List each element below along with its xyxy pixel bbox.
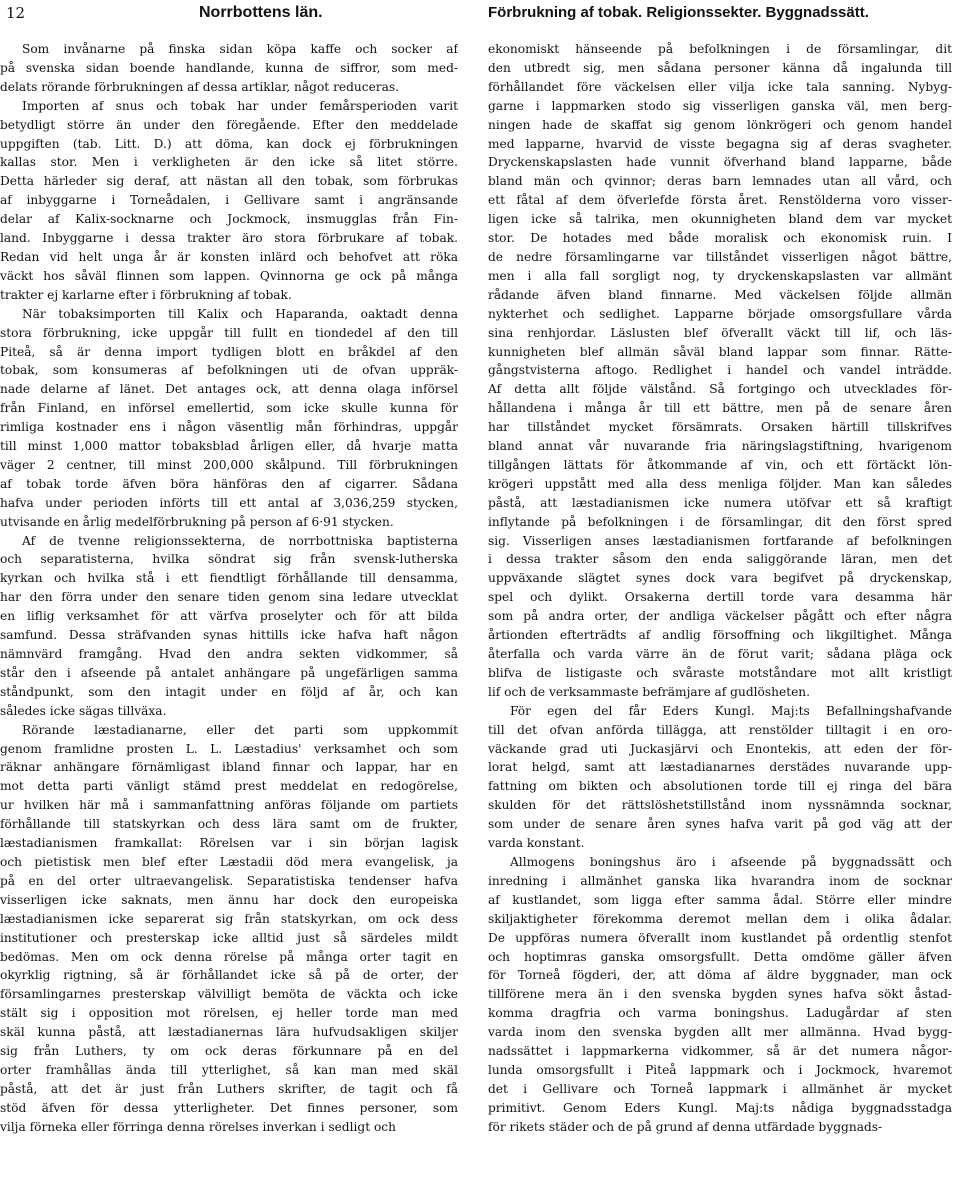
text-line: stält sig i opposition mot rörelsen, ej heller torde man med [0,1006,458,1021]
text-line: i dessa trakter såsom den enda saliggörande läran, men det [488,552,952,567]
text-line: De uppföras numera öfverallt inom kustlandet på ordentlig stenfot [488,930,952,945]
text-line: Af detta allt följde välstånd. Så fortgingo och utvecklades för- [488,382,952,397]
text-line: således icke sägas tillväxa. [0,703,167,718]
text-line: en liflig verksamhet för att värfva proselyter och för att bilda [0,609,458,624]
text-line: och separatisterna, hvilka söndrat sig från svensk-lutherska [0,552,458,567]
text-line: nadssättet i lappmarkerna vidkommer, så är det numera någor- [488,1044,952,1059]
text-line: stor. De hotades med både moralisk och ekonomisk ruin. I [488,231,952,246]
text-line: förhållandet före väckelsen eller vilja icke tala sanning. Nybyg- [488,79,952,94]
text-line: kunnigheten blef allmän såväl bland lappar som finnar. Rätte- [488,344,952,359]
text-line: læstadianismen icke separerat sig från statskyrkan, om ock dess [0,911,458,926]
text-line: visserligen icke saknats, men ännu har dock den europeiska [0,892,458,907]
text-line: till det ofvan anförda tillägga, att renstölder tilltagit i en oro- [488,722,952,737]
text-line: krögeri uppstått med alla dess menliga följder. Man kan således [488,476,952,491]
text-line: Piteå, så är denna import tydligen blott en bråkdel af den [0,344,458,359]
text-line: När tobaksimporten till Kalix och Haparanda, oaktadt denna [22,306,458,321]
text-line: Importen af snus och tobak har under femårsperioden varit [22,98,458,113]
text-line: uppväxande slägtet synes dock vara begifvet på dryckenskap, [488,571,952,586]
text-line: och hoptimras ganska omsorgsfullt. Detta omdöme gäller äfven [488,949,952,964]
text-line: utvisande en årlig medelförbrukning på person af 6·91 stycken. [0,514,394,529]
text-line: mot detta parti vänligt stämd prest meddelat en redogörelse, [0,779,458,794]
text-line: delar af Kalix-socknarne och Jockmock, insmugglas från Fin- [0,212,458,227]
text-line: för Torneå fögderi, der, att döma af äldre byggnader, man ock [488,968,952,983]
text-line: fattning om bikten och absolutionen torde till ej ringa del bära [488,779,952,794]
page-title: Norrbottens län. [199,4,323,21]
text-line: læstadianismen framkallat: Rörelsen var i sin början lagisk [0,836,458,851]
text-line: väckt hos såväl flinnen som lappen. Qvinnorna ge ock på många [0,268,458,283]
text-line: ekonomiskt hänseende på befolkningen i de församlingar, dit [488,42,952,56]
text-line: rimliga kostnader ens i någon väsentlig mån förhindras, uppgår [0,420,458,435]
text-line: nykterhet och sedlighet. Lapparne började omsorgsfullare vårda [488,306,952,321]
text-line: gångstvisterna aftogo. Redlighet i handel och vandel inträdde. [488,363,952,378]
text-line: inredning i allmänhet ganska lika hvarandra inom de socknar [488,873,952,888]
text-line: ett fåtal af dem öfverlefde första året. Renstölderna voro visser- [488,193,952,208]
text-line: stora förbrukning, icke uppgår till fullt en tiondedel af den till [0,325,458,340]
text-line: inflytande på befolkningen i de församlingar, dit den först spred [488,514,952,529]
text-line: stöd äfven för dessa ytterligheter. Det finnes personer, som [0,1100,458,1115]
text-line: kallas stor. Men i verkligheten är den icke så litet större. [0,155,458,170]
text-line: som på andra orter, der andliga väckelser pågått och efter några [488,609,952,624]
text-line: lif och de verksammaste befrämjare af gudlösheten. [488,684,811,699]
text-line: trakter ej karlarne efter i förbrukning af tobak. [0,287,292,302]
text-line: okyrklig rigtning, så är förhållandet icke så på de orter, der [0,968,458,983]
text-line: delats rörande förbrukningen af dessa artiklar, något reduceras. [0,79,400,94]
text-line: bland män och qvinnor; deras barn lemnades utan all vård, och [488,174,952,189]
text-line: betydligt större än under den föregående. Efter den meddelade [0,117,458,132]
text-line: För egen del får Eders Kungl. Maj:ts Befallningshafvande [510,703,952,718]
text-line: genom framlidne prosten L. L. Læstadius' verksamhet och som [0,741,458,756]
text-line: nade delarne af länet. Det antages ock, att denna olaga införsel [0,382,458,397]
text-line: lunda omsorgsfullt i Piteå lappmark och i Jockmock, hvaremot [488,1062,952,1077]
text-line: har tillståndet mycket försämrats. Orsaken härtill tillskrifves [488,420,952,435]
text-line: den utbredt sig, men sådana personer känna då ingalunda till [488,60,952,75]
text-line: primitivt. Genom Eders Kungl. Maj:ts nådiga byggnadsstadga [488,1100,952,1115]
text-line: har den förra under den senare tiden genom sina ledare utvecklat [0,590,458,605]
text-line: Allmogens boningshus äro i afseende på byggnadssätt och [510,854,952,869]
text-line: kyrkan och hvilka stå i ett fiendtligt förhållande till densamma, [0,571,458,586]
text-line: tillgången lättats för åtkommande af vin, och ett förtäckt lön- [488,457,952,472]
text-line: till minst 1,000 mattor tobaksblad årligen eller, då hvarje matta [0,439,458,454]
text-line: men i alla fall sorgligt nog, ty dryckenskapslasten var allmänt [488,268,952,283]
text-line: väger 2 centner, till minst 200,000 skålpund. Till förbrukningen [0,457,458,472]
text-line: hafva under perioden införts till ett antal af 3,036,259 stycken, [0,495,458,510]
text-line: uppgiften (tab. Litt. D.) att döma, kan dock ej förbrukningen [0,136,458,151]
text-line: samfund. Dessa sträfvanden synas hittills icke hafva haft någon [0,628,458,643]
text-line: Dryckenskapslasten hade vunnit öfverhand bland lapparne, både [488,155,952,170]
text-line: årtionden efterträdts af andlig försoffning och likgiltighet. Många [488,628,952,643]
text-line: med lapparne, hvarvid de visste begagna sig af deras svagheter. [488,136,952,151]
text-line: komma dragfria och varma boningshus. Ladugårdar af sten [488,1006,952,1021]
text-line: som under de senare åren synes hafva varit på god väg att der [488,817,952,832]
text-line: af inbyggarne i Torneådalen, i Gellivare samt i angränsande [0,193,458,208]
text-line: skulden för det rättslöshetstillstånd inom nyssnämnda socknar, [488,798,952,813]
text-line: ligen icke så talrika, men okunnigheten bland dem var mycket [488,212,952,227]
text-line: på en del orter ultraevangelisk. Separatistiska tendenser hafva [0,873,458,888]
text-line: ningen hade de skaffat sig genom lönkrögeri och genom handel [488,117,952,132]
text-line: rådande äfven bland finnarne. Med väckelsen följde allmän [488,287,952,302]
text-line: Redan vid helt unga år är konsten inlärd och behofvet att röka [0,249,458,264]
text-line: hållandena i många år till ett bättre, men på de senare åren [488,401,952,416]
text-line: och pietistisk men blef efter Læstadii död mera evangelisk, ja [0,854,458,869]
text-line: institutioner och presterskap icke alltid just så särdeles mildt [0,930,458,945]
text-line: skäl kunna påstå, att læstadianernas lära hufvudsakligen skiljer [0,1025,458,1040]
text-line: lorat helgd, samt att læstadianarnes derstädes nuvarande upp- [488,760,952,775]
text-line: af kustlandet, som ligga efter samma ådal. Större eller mindre [488,892,952,907]
text-line: räknar anhängare förnämligast ibland finnar och lappar, har en [0,760,458,775]
page-header [0,2,960,30]
right-text-column [488,40,952,1186]
text-line: för rikets städer och de på grund af denna utfärdade byggnads- [488,1119,883,1134]
text-line: land. Inbyggarne i dessa trakter äro stora förbrukare af tobak. [0,231,458,246]
text-line: orter framhållas ända till ytterlighet, så kan man med skäl [0,1062,458,1077]
text-line: af tobak torde äfven böra hänföras den af cigarrer. Sådana [0,476,458,491]
text-line: blifva de listigaste och svåraste motståndare mot allt kristligt [488,665,952,680]
running-head: Förbrukning af tobak. Religionssekter. Byggnadssätt. [488,4,869,21]
page-number: 12 [6,4,26,22]
text-line: församlingarnes presterskap välvilligt bemöta de väckta och icke [0,987,458,1002]
text-line: skiljaktigheter förekomma deremot mellan dem i olika ådalar. [488,911,952,926]
text-line: det i Gellivare och Torneå lappmark i allmänhet är mycket [488,1081,952,1096]
text-line: Rörande læstadianarne, eller det parti som uppkommit [22,722,458,737]
text-line: bedömas. Men om ock denna rörelse på många orter tagit en [0,949,458,964]
text-line: på svenska sidan boende handlande, kunna de siffror, som med- [0,60,458,75]
text-line: tobak, som konsumeras af befolkningen uti de ofvan uppräk- [0,363,458,378]
text-line: Som invånarne på finska sidan köpa kaffe och socker af [22,42,458,56]
text-line: sina renhjordar. Läslusten blef öfverallt väckt till lif, och läs- [488,325,952,340]
left-text-column [0,40,458,1186]
text-line: Detta härleder sig deraf, att nästan all den tobak, som förbrukas [0,174,458,189]
text-line: sig. Visserligen anses læstadianismen fortfarande af befolkningen [488,533,952,548]
text-line: påstå, att det är just från Luthers skrifter, de tagit och få [0,1081,458,1096]
text-line: garne i lappmarken stodo sig visserligen ganska väl, men berg- [488,98,952,113]
text-line: väckande grad uti Juckasjärvi och Enontekis, att eden der för- [488,741,952,756]
text-line: påstå, att læstadianismen icke numera utöfvar ett så kraftigt [488,495,952,510]
text-line: varda inom den svenska bygden allt mer allmänna. Hvad bygg- [488,1025,952,1040]
text-line: återfalla och varda värre än de förut varit; sådana pläga ock [488,647,952,661]
text-line: de nedre församlingarne var tillståndet visserligen något bättre, [488,249,952,264]
text-line: sig från Luthers, ty om ock deras förkunnare på en del [0,1044,458,1059]
text-line: från Finland, en införsel emellertid, som icke skulle kunna för [0,401,458,416]
text-line: ur hvilken här må i sammanfattning anföras följande om partiets [0,798,458,813]
text-line: vilja förneka eller förringa denna rörelses inverkan i sedligt och [0,1119,396,1134]
text-line: förhållande till statskyrkan och dess lära samt om de frukter, [0,817,458,832]
text-line: ståndpunkt, som den intagit under en följd af år, och kan [0,684,458,699]
text-line: Af de tvenne religionssekterna, de norrbottniska baptisterna [22,533,458,548]
text-line: nämnvärd framgång. Hvad den andra sekten vidkommer, så [0,647,458,661]
text-line: spel och dylikt. Orsakerna dertill torde vara desamma här [488,590,952,605]
text-line: tillförene mera än i den svenska bygden synes hafva sökt åstad- [488,987,952,1002]
text-line: bland annat vår nuvarande fria näringslagstiftning, hvarigenom [488,439,952,454]
text-line: står den i afseende på antalet anhängare på ungefärligen samma [0,665,458,680]
text-line: varda konstant. [488,836,585,851]
